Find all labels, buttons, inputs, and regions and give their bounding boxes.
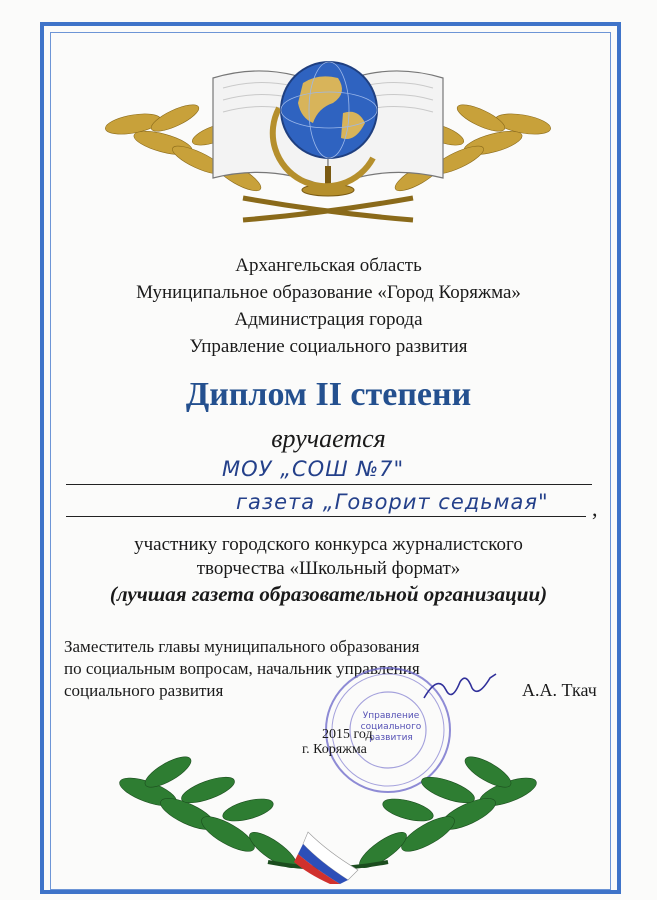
recipient-newspaper: газета „Говорит седьмая" [236,490,549,514]
contest-line-2: творчества «Школьный формат» [196,558,461,579]
issuer-header [0,252,657,360]
contest-line-1: участнику городского конкурса журналистского [134,534,523,555]
administration-line: Администрация города [234,309,423,330]
seal-line-3: развития [369,733,413,743]
municipality-line: Муниципальное образование «Город Коряжма» [136,282,521,303]
awarded-label: вручается [271,424,386,453]
issue-city: г. Коряжма [302,742,367,757]
laurel-wreath [108,752,548,884]
seal-line-1: Управление [362,711,420,721]
recipient-line-1 [66,484,592,485]
issue-year: 2015 год [322,727,373,742]
signer-name: А.А. Ткач [522,680,597,700]
recipient-comma: , [592,496,598,521]
signer-line-1: Заместитель главы муниципального образования [64,637,420,656]
region-line: Архангельская область [235,255,422,276]
seal-line-2: социального [360,722,422,732]
award-category: (лучшая газета образовательной организации) [109,582,548,606]
globe-book-emblem [93,48,563,228]
signature [420,668,500,708]
signer-line-3: социального развития [64,681,224,700]
contest-description [0,533,657,581]
department-line: Управление социального развития [189,336,468,357]
signer-line-2: по социальным вопросам, начальник управления [64,659,420,678]
recipient-line-2 [66,516,586,517]
recipient-school: МОУ „СОШ №7" [222,457,405,481]
diploma-title: Диплом II степени [185,376,472,413]
